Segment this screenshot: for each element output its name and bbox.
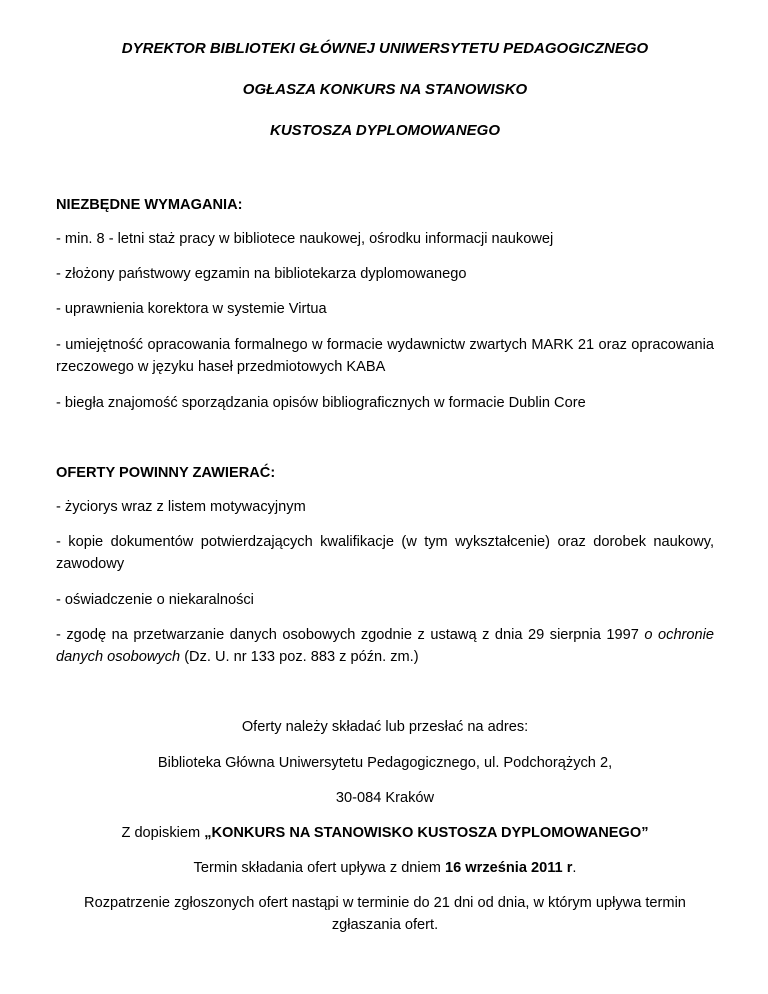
requirement-item: - umiejętność opracowania formalnego w formacie wydawnictw zwartych MARK 21 oraz opracowania rzeczowego w języku haseł przedmiotowych KABA (56, 337, 714, 375)
requirements-title: NIEZBĘDNE WYMAGANIA: (56, 197, 243, 213)
offers-title: OFERTY POWINNY ZAWIERAĆ: (56, 465, 276, 481)
header-line-3: KUSTOSZA DYPLOMOWANEGO (269, 122, 500, 139)
requirement-item: - złożony państwowy egzamin na bibliotekarza dyplomowanego (56, 266, 467, 282)
consent-text-part1: - zgodę na przetwarzanie danych osobowych zgodnie z ustawą z dnia 29 sierpnia 1997 (56, 627, 645, 643)
review-line: Rozpatrzenie zgłoszonych ofert nastąpi w terminie do 21 dni od dnia, w którym upływa termin zgłaszania ofert. (84, 895, 686, 933)
offer-item-consent (56, 624, 714, 668)
deadline-prefix: Termin składania ofert upływa z dniem (193, 860, 445, 876)
header-line-2: OGŁASZA KONKURS NA STANOWISKO (242, 81, 528, 98)
submit-line: Oferty należy składać lub przesłać na adres: (241, 719, 529, 735)
document-page (56, 0, 714, 994)
header-line-1: DYREKTOR BIBLIOTEKI GŁÓWNEJ UNIWERSYTETU PEDAGOGICZNEGO (121, 40, 649, 57)
offer-item: - kopie dokumentów potwierdzających kwalifikacje (w tym wykształcenie) oraz dorobek naukowy, zawodowy (56, 534, 714, 572)
requirement-item: - uprawnienia korektora w systemie Virtua (56, 301, 327, 317)
deadline-line (56, 857, 714, 879)
deadline-suffix: . (572, 860, 577, 876)
address-line-1: Biblioteka Główna Uniwersytetu Pedagogicznego, ul. Podchorążych 2, (157, 755, 613, 771)
offer-item: - oświadczenie o niekaralności (56, 592, 254, 608)
consent-text-part2: (Dz. U. nr 133 poz. 883 z późn. zm.) (180, 649, 419, 665)
note-prefix: Z dopiskiem (121, 825, 205, 841)
note-bold: „KONKURS NA STANOWISKO KUSTOSZA DYPLOMOWANEGO” (204, 825, 649, 841)
deadline-date: 16 września 2011 r (445, 860, 573, 876)
address-line-2: 30-084 Kraków (335, 790, 435, 806)
offer-item: - życiorys wraz z listem motywacyjnym (56, 499, 306, 515)
requirement-item: - biegła znajomość sporządzania opisów bibliograficznych w formacie Dublin Core (56, 395, 586, 411)
consent-text-italic: o ochronie danych osobowych (56, 627, 715, 665)
requirement-item: - min. 8 - letni staż pracy w bibliotece naukowej, ośrodku informacji naukowej (56, 231, 554, 247)
note-line (56, 822, 714, 844)
